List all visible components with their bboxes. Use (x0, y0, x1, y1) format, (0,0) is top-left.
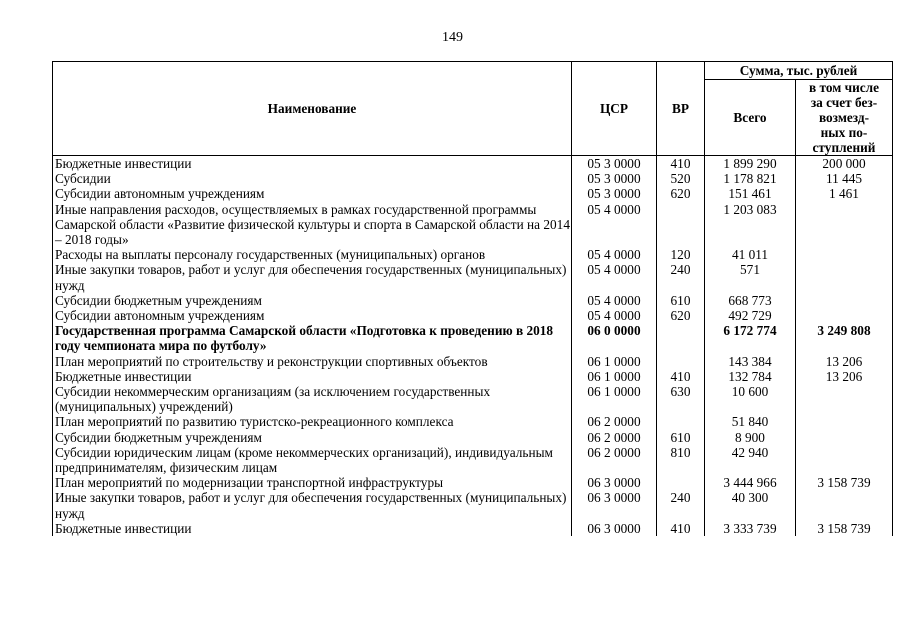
header-grant-line: за счет без- (810, 95, 878, 110)
cell-csr: 05 4 0000 (572, 262, 657, 292)
cell-total: 571 (705, 262, 796, 292)
cell-total: 51 840 (705, 414, 796, 429)
cell-vr (657, 354, 705, 369)
cell-csr: 06 3 0000 (572, 490, 657, 520)
table-row (53, 430, 893, 445)
cell-grant (796, 262, 893, 292)
cell-total: 1 203 083 (705, 202, 796, 248)
cell-grant: 3 158 739 (796, 475, 893, 490)
cell-total: 3 444 966 (705, 475, 796, 490)
cell-vr: 240 (657, 490, 705, 520)
cell-csr: 06 3 0000 (572, 475, 657, 490)
cell-total: 1 899 290 (705, 156, 796, 172)
cell-grant (796, 414, 893, 429)
cell-name: Субсидии автономным учреждениям (53, 186, 572, 201)
header-grant-line: ступлений (812, 140, 876, 155)
cell-vr: 520 (657, 171, 705, 186)
cell-vr: 120 (657, 247, 705, 262)
cell-vr: 610 (657, 293, 705, 308)
cell-csr: 05 3 0000 (572, 186, 657, 201)
table-row (53, 247, 893, 262)
table-row (53, 521, 893, 536)
table-row (53, 384, 893, 414)
table-row (53, 262, 893, 292)
cell-total: 41 011 (705, 247, 796, 262)
cell-csr: 06 1 0000 (572, 369, 657, 384)
cell-name: Бюджетные инвестиции (53, 156, 572, 172)
cell-total: 151 461 (705, 186, 796, 201)
cell-name: Бюджетные инвестиции (53, 369, 572, 384)
cell-grant: 11 445 (796, 171, 893, 186)
cell-grant: 13 206 (796, 369, 893, 384)
cell-total: 668 773 (705, 293, 796, 308)
cell-name: План мероприятий по развитию туристско-рекреационного комплекса (53, 414, 572, 429)
cell-grant (796, 293, 893, 308)
table-row (53, 323, 893, 353)
cell-grant (796, 490, 893, 520)
cell-total: 1 178 821 (705, 171, 796, 186)
table-row (53, 186, 893, 201)
table-row (53, 293, 893, 308)
cell-csr: 05 3 0000 (572, 156, 657, 172)
table-row (53, 490, 893, 520)
cell-grant (796, 202, 893, 248)
cell-total: 40 300 (705, 490, 796, 520)
table-row (53, 171, 893, 186)
cell-total: 8 900 (705, 430, 796, 445)
cell-csr: 06 1 0000 (572, 384, 657, 414)
cell-csr: 06 0 0000 (572, 323, 657, 353)
table-row (53, 414, 893, 429)
header-grant (796, 80, 893, 156)
cell-csr: 06 1 0000 (572, 354, 657, 369)
cell-vr (657, 475, 705, 490)
header-grant-line: в том числе (808, 80, 880, 95)
cell-vr: 240 (657, 262, 705, 292)
table-row (53, 308, 893, 323)
header-grant-line: возмезд- (818, 110, 870, 125)
cell-vr: 410 (657, 156, 705, 172)
cell-vr: 610 (657, 430, 705, 445)
cell-grant (796, 384, 893, 414)
cell-grant: 3 249 808 (796, 323, 893, 353)
cell-grant: 3 158 739 (796, 521, 893, 536)
table-row (53, 202, 893, 248)
cell-name: Субсидии автономным учреждениям (53, 308, 572, 323)
cell-vr (657, 202, 705, 248)
cell-name: Субсидии некоммерческим организациям (за исключением государственных (муниципальных) учреждений) (53, 384, 572, 414)
cell-vr (657, 414, 705, 429)
cell-csr: 05 4 0000 (572, 293, 657, 308)
cell-vr: 630 (657, 384, 705, 414)
table-row (53, 475, 893, 490)
cell-csr: 06 2 0000 (572, 430, 657, 445)
cell-total: 6 172 774 (705, 323, 796, 353)
table-body (53, 156, 893, 537)
cell-csr: 05 4 0000 (572, 202, 657, 248)
header-grant-line: ных по- (820, 125, 868, 140)
cell-grant (796, 308, 893, 323)
table-header (53, 62, 893, 156)
cell-name: Бюджетные инвестиции (53, 521, 572, 536)
cell-vr (657, 323, 705, 353)
cell-grant (796, 445, 893, 475)
cell-csr: 06 2 0000 (572, 414, 657, 429)
cell-name: План мероприятий по модернизации транспортной инфраструктуры (53, 475, 572, 490)
cell-vr: 410 (657, 521, 705, 536)
cell-name: Иные закупки товаров, работ и услуг для обеспечения государственных (муниципальных) нужд (53, 262, 572, 292)
cell-total: 132 784 (705, 369, 796, 384)
cell-name: План мероприятий по строительству и реконструкции спортивных объектов (53, 354, 572, 369)
table-row (53, 369, 893, 384)
cell-name: Расходы на выплаты персоналу государственных (муниципальных) органов (53, 247, 572, 262)
budget-table (52, 61, 893, 536)
table-row (53, 445, 893, 475)
cell-total: 492 729 (705, 308, 796, 323)
cell-csr: 06 3 0000 (572, 521, 657, 536)
cell-total: 3 333 739 (705, 521, 796, 536)
cell-name: Иные закупки товаров, работ и услуг для обеспечения государственных (муниципальных) нужд (53, 490, 572, 520)
header-vr: ВР (657, 62, 705, 156)
cell-csr: 06 2 0000 (572, 445, 657, 475)
header-total: Всего (705, 80, 796, 156)
cell-grant (796, 430, 893, 445)
header-csr: ЦСР (572, 62, 657, 156)
cell-name: Государственная программа Самарской области «Подготовка к проведению в 2018 году чемпионата мира по футболу» (53, 323, 572, 353)
table-row (53, 156, 893, 172)
cell-vr: 810 (657, 445, 705, 475)
cell-name: Субсидии бюджетным учреждениям (53, 430, 572, 445)
header-sum: Сумма, тыс. рублей (705, 62, 893, 80)
cell-csr: 05 4 0000 (572, 308, 657, 323)
cell-vr: 620 (657, 186, 705, 201)
cell-grant (796, 247, 893, 262)
cell-name: Иные направления расходов, осуществляемых в рамках государственной программы Самарской области «Развитие физической культуры и спорта в Самарской области на 2014 – 2018 годы» (53, 202, 572, 248)
page-number: 149 (442, 30, 463, 45)
table-row (53, 354, 893, 369)
cell-grant: 13 206 (796, 354, 893, 369)
cell-vr: 410 (657, 369, 705, 384)
cell-total: 42 940 (705, 445, 796, 475)
header-name: Наименование (53, 62, 572, 156)
cell-name: Субсидии бюджетным учреждениям (53, 293, 572, 308)
cell-total: 10 600 (705, 384, 796, 414)
cell-csr: 05 4 0000 (572, 247, 657, 262)
cell-grant: 1 461 (796, 186, 893, 201)
cell-vr: 620 (657, 308, 705, 323)
cell-total: 143 384 (705, 354, 796, 369)
cell-name: Субсидии (53, 171, 572, 186)
cell-name: Субсидии юридическим лицам (кроме некоммерческих организаций), индивидуальным предпринимателям, физическим лицам (53, 445, 572, 475)
cell-grant: 200 000 (796, 156, 893, 172)
cell-csr: 05 3 0000 (572, 171, 657, 186)
